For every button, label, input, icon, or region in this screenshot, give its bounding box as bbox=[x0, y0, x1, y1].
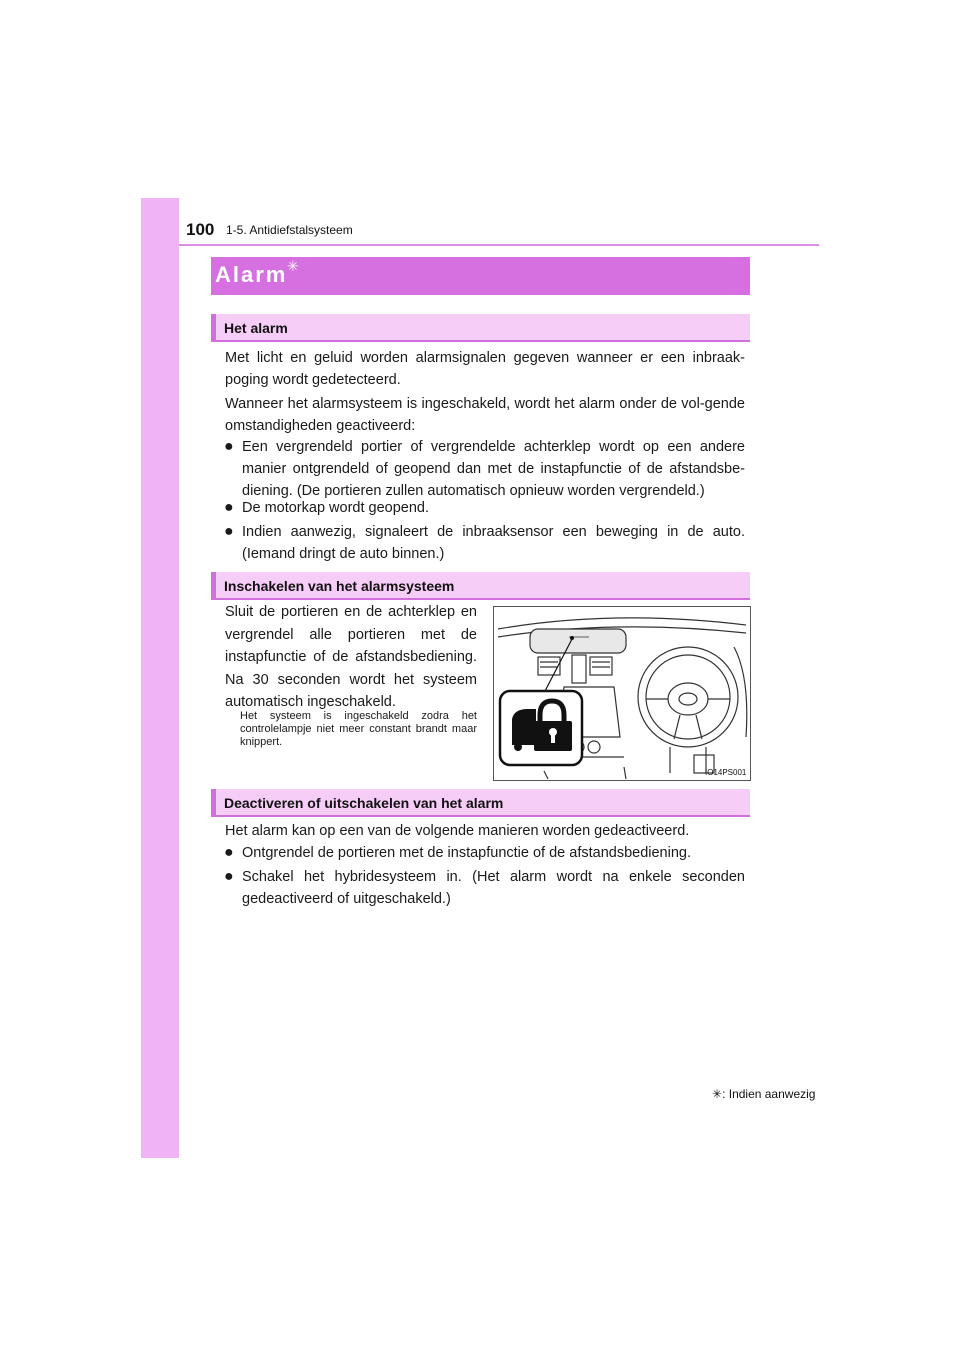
list-item: ● De motorkap wordt geopend. bbox=[224, 497, 745, 519]
page-number: 100 bbox=[186, 220, 215, 239]
bullet-icon: ● bbox=[224, 868, 234, 885]
paragraph: Het alarm kan op een van de volgende manieren worden gedeactiveerd. bbox=[225, 823, 690, 839]
footnote bbox=[712, 1087, 815, 1101]
section-heading-deactiveren bbox=[211, 789, 750, 817]
paragraph: Met licht en geluid worden alarmsignalen gegeven wanneer er een inbraak-poging wordt gedetecteerd. bbox=[225, 350, 745, 388]
list-item: ● Schakel het hybridesysteem in. (Het alarm wordt na enkele seconden gedeactiveerd of uitgeschakeld.) bbox=[224, 868, 745, 907]
section-heading-inschakelen bbox=[211, 572, 750, 600]
bullet-icon: ● bbox=[224, 523, 234, 540]
section-heading-text: Deactiveren of uitschakelen van het alarm bbox=[224, 795, 504, 811]
side-tab bbox=[141, 198, 179, 1158]
paragraph: Wanneer het alarmsysteem is ingeschakeld, wordt het alarm onder de vol-gende omstandigheden geactiveerd: bbox=[225, 396, 745, 434]
list-item: ● Indien aanwezig, signaleert de inbraaksensor een beweging in de auto. (Iemand dringt de auto binnen.) bbox=[224, 523, 745, 562]
bullet-icon: ● bbox=[224, 499, 234, 516]
note-text: Het systeem is ingeschakeld zodra het controlelampje niet meer constant brandt maar knippert. bbox=[240, 710, 477, 748]
bullet-icon: ● bbox=[224, 438, 234, 455]
page-title: Alarm bbox=[215, 262, 288, 287]
section-heading-text: Inschakelen van het alarmsysteem bbox=[224, 578, 455, 594]
chapter-title: 1-5. Antidiefstalsysteem bbox=[226, 223, 353, 237]
bullet-icon: ● bbox=[224, 844, 234, 861]
paragraph: Sluit de portieren en de achterklep en vergrendel alle portieren met de instapfunctie of de afstandsbediening. Na 30 seconden wordt het systeem automatisch ingeschakeld. bbox=[225, 604, 477, 710]
asterisk-icon: ✳ bbox=[287, 258, 299, 274]
section-heading-text: Het alarm bbox=[224, 320, 288, 336]
list-item: ● Een vergrendeld portier of vergrendelde achterklep wordt op een andere manier ontgrendeld of geopend dan met de instapfunctie of de afstandsbe-diening. (De portieren zullen automatisch opnieuw worden vergrendeld.) bbox=[224, 438, 745, 499]
section-heading-het-alarm bbox=[211, 314, 750, 342]
figure-code: IO14PS001 bbox=[705, 768, 747, 777]
asterisk-icon: ✳ bbox=[712, 1087, 723, 1101]
dashboard-illustration bbox=[493, 606, 751, 781]
list-item: ● Ontgrendel de portieren met de instapfunctie of de afstandsbediening. bbox=[224, 842, 745, 864]
dashboard-drawing bbox=[494, 607, 750, 780]
footnote-text: : Indien aanwezig bbox=[722, 1087, 816, 1101]
header-rule bbox=[179, 244, 819, 246]
